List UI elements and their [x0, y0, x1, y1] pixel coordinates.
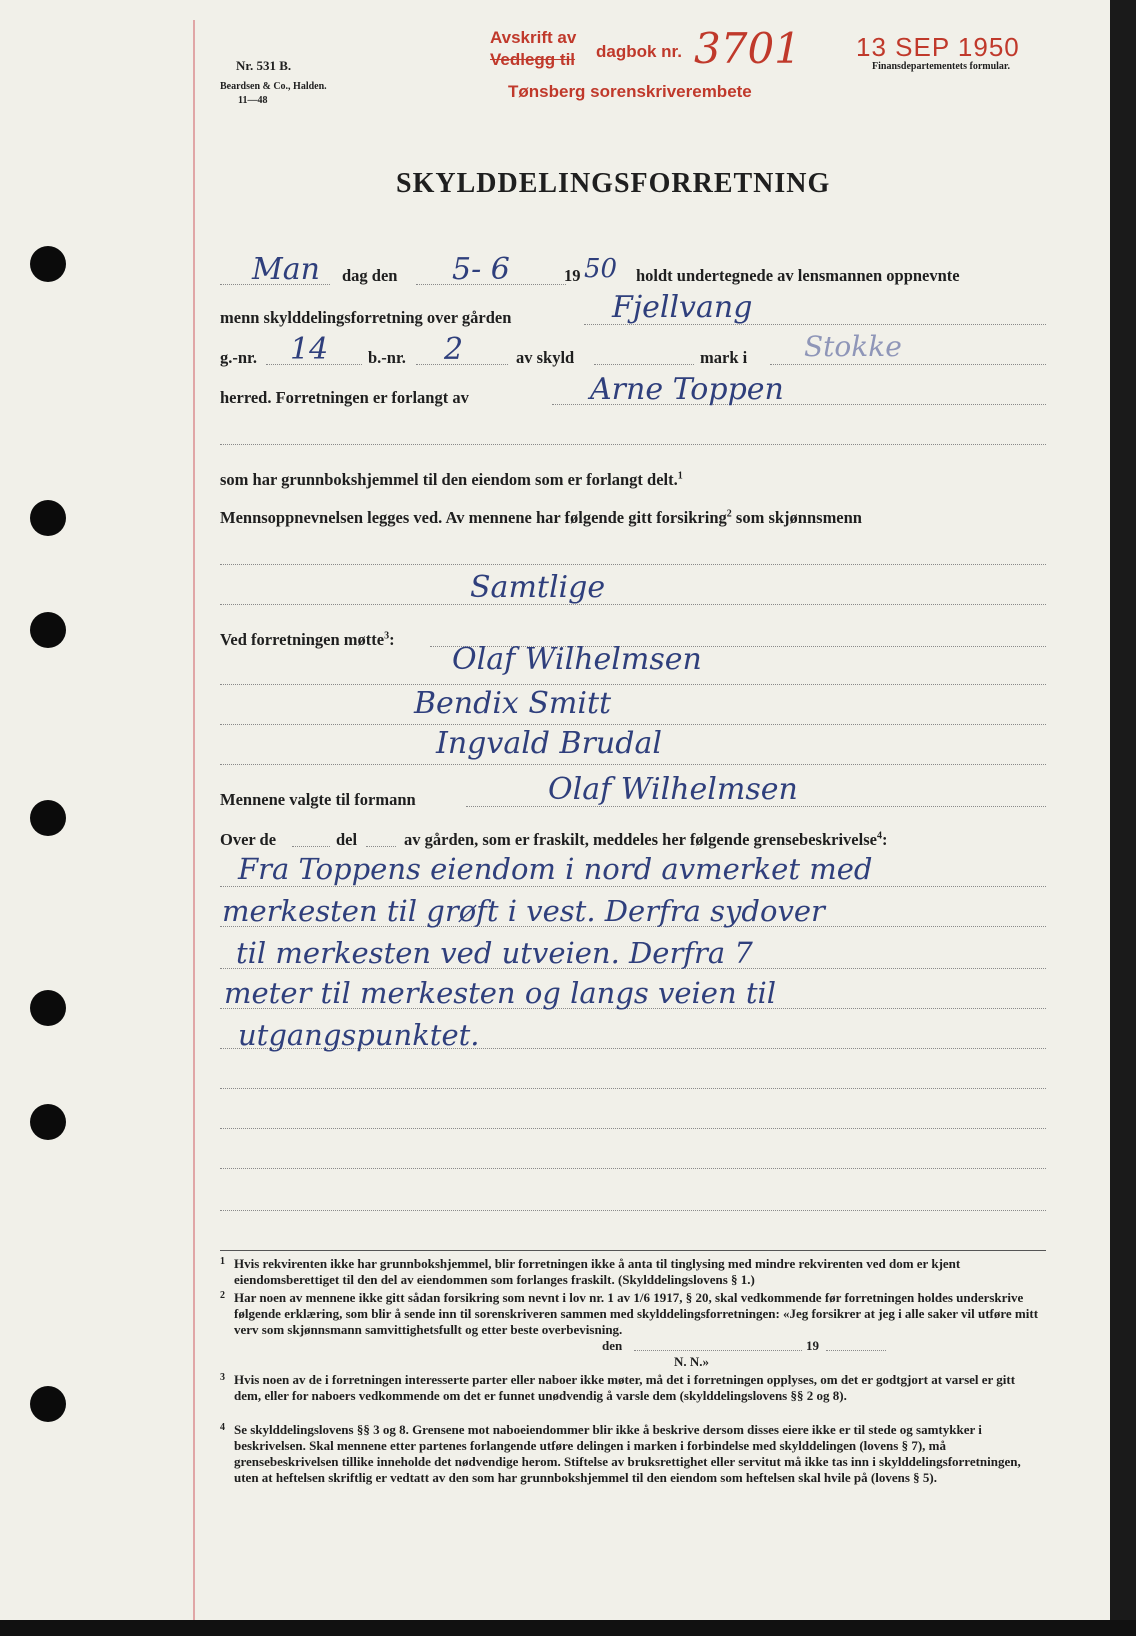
footnote-1-number: 1	[220, 1256, 225, 1267]
date-handwritten: 5- 6	[452, 252, 510, 287]
gnr-label: g.-nr.	[220, 348, 257, 367]
scan-edge-bottom	[0, 1620, 1136, 1636]
mennsoppnevnelse-text: Mennsoppnevnelsen legges ved. Av mennene har følgende gitt forsikring$^2$ som skjønnsmenn	[220, 508, 862, 527]
page-title: SKYLDDELINGSFORRETNING	[396, 168, 831, 199]
attendee-2-handwritten: Bendix Smitt	[414, 686, 612, 721]
menn-text: menn skylddelingsforretning over gården	[220, 308, 512, 327]
dag-den-label: dag den	[342, 266, 398, 285]
formann-label: Mennene valgte til formann	[220, 790, 416, 809]
punch-hole	[30, 1104, 66, 1140]
stamp-avskrift: Avskrift av	[490, 28, 577, 47]
stamp-number: 3701	[694, 24, 801, 73]
footnote-2-den: den	[602, 1338, 623, 1353]
herred-text: herred. Forretningen er forlangt av	[220, 388, 469, 407]
formann-handwritten: Olaf Wilhelmsen	[548, 772, 798, 807]
punch-hole	[30, 612, 66, 648]
del-label: del	[336, 830, 358, 849]
footnote-3-number: 3	[220, 1372, 225, 1383]
red-margin-line	[193, 20, 195, 1620]
edition: 11—48	[238, 95, 268, 106]
bnr-label: b.-nr.	[368, 348, 406, 367]
grunnbok-text: som har grunnbokshjemmel til den eiendom som er forlangt delt.$^1$	[220, 470, 683, 489]
date-stamp: 13 SEP 1950	[856, 32, 1020, 62]
punch-hole	[30, 500, 66, 536]
footnote-2-number: 2	[220, 1290, 225, 1301]
punch-hole	[30, 990, 66, 1026]
stamp-vedlegg: Vedlegg til	[490, 50, 576, 69]
mote-label: Ved forretningen møtte$^3$:	[220, 630, 395, 649]
stamp-office: Tønsberg sorenskriverembete	[508, 82, 752, 101]
year-prefix: 19	[564, 266, 581, 285]
grense-label: av gården, som er fraskilt, meddeles her følgende grensebeskrivelse$^4$:	[404, 830, 888, 849]
mark-label: mark i	[700, 348, 748, 367]
form-number: Nr. 531 B.	[236, 58, 292, 73]
publisher: Beardsen & Co., Halden.	[220, 81, 327, 92]
ministry-form: Finansdepartementets formular.	[872, 61, 1010, 72]
attendee-3-handwritten: Ingvald Brudal	[436, 726, 662, 761]
footnote-3: Hvis noen av de i forretningen interesserte parter eller naboer ikke møter, må det i forretningen opplyses, om det er godtgjort at varsel er gitt dem, eller for naboers vedkommende om det er funnet unødvendig å varsle dem (skylddelingslovens §§ 2 og 8).	[234, 1372, 1016, 1403]
footnote-2-year: 19	[806, 1338, 819, 1353]
footnote-4: Se skylddelingslovens §§ 3 og 8. Grensene mot naboeiendommer blir ikke å beskrive dersom disses eiere ikke er til stede og samtykker i beskrivelsen. Skal mennene etter partenes forlangende utføre delingen i marken i forbindelse med skylddelingen (lovens § 7), må grensebeskrivelsen tillike inneholde det nødvendige herom. Stiftelse av bruksrettighet eller servitut må ikke tas inn i skylddelingsforretningen, uten at heftelsen skriftlig er vedtatt av den som har grunnbokshjemmel til den eiendom som heftelsen skal hvile på (lovens § 5).	[234, 1422, 1021, 1485]
description-line-3: til merkesten ved utveien. Derfra 7	[236, 936, 753, 970]
footnote-2-nn: N. N.»	[674, 1354, 710, 1369]
year-handwritten: 50	[584, 254, 618, 284]
description-line-5: utgangspunktet.	[238, 1018, 480, 1052]
footnote-4-number: 4	[220, 1422, 225, 1433]
punch-hole	[30, 800, 66, 836]
over-de-label: Over de	[220, 830, 277, 849]
insurance-handwritten: Samtlige	[470, 570, 606, 605]
description-line-1: Fra Toppens eiendom i nord avmerket med	[238, 852, 873, 886]
holdt-text: holdt undertegnede av lensmannen oppnevnte	[636, 266, 960, 285]
scan-edge-right	[1110, 0, 1136, 1636]
description-line-4: meter til merkesten og langs veien til	[224, 976, 777, 1010]
footnote-separator	[220, 1250, 1046, 1251]
punch-hole	[30, 1386, 66, 1422]
footnote-1: Hvis rekvirenten ikke har grunnbokshjemmel, blir forretningen ikke å anta til tinglysing med mindre rekvirenten ved dom er kjent eiendomsberettiget til den del av eiendommen som forlanges fraskilt. (Skylddelingslovens § 1.)	[234, 1256, 961, 1287]
municipality-handwritten: Stokke	[804, 330, 902, 363]
stamp-dagbok: dagbok nr.	[596, 42, 682, 61]
skyld-label: av skyld	[516, 348, 575, 367]
bnr-handwritten: 2	[444, 332, 464, 367]
gnr-handwritten: 14	[290, 332, 329, 367]
farm-handwritten: Fjellvang	[612, 290, 753, 325]
description-line-2: merkesten til grøft i vest. Derfra sydover	[222, 894, 825, 928]
weekday-handwritten: Man	[252, 252, 320, 287]
footnote-2: Har noen av mennene ikke gitt sådan forsikring som nevnt i lov nr. 1 av 1/6 1917, § 20, skal vedkommende før forretningen holdes underskrive følgende erklæring, som blir å sende inn til sorenskriveren sammen med skylddelingsforretningen: «Jeg forsikrer at jeg i alle saker vil utføre mitt verv som skjønnsmann samvittighetsfullt og etter beste overbevisning.	[234, 1290, 1039, 1337]
punch-hole	[30, 246, 66, 282]
requester-handwritten: Arne Toppen	[590, 372, 784, 407]
attendee-1-handwritten: Olaf Wilhelmsen	[452, 642, 702, 677]
